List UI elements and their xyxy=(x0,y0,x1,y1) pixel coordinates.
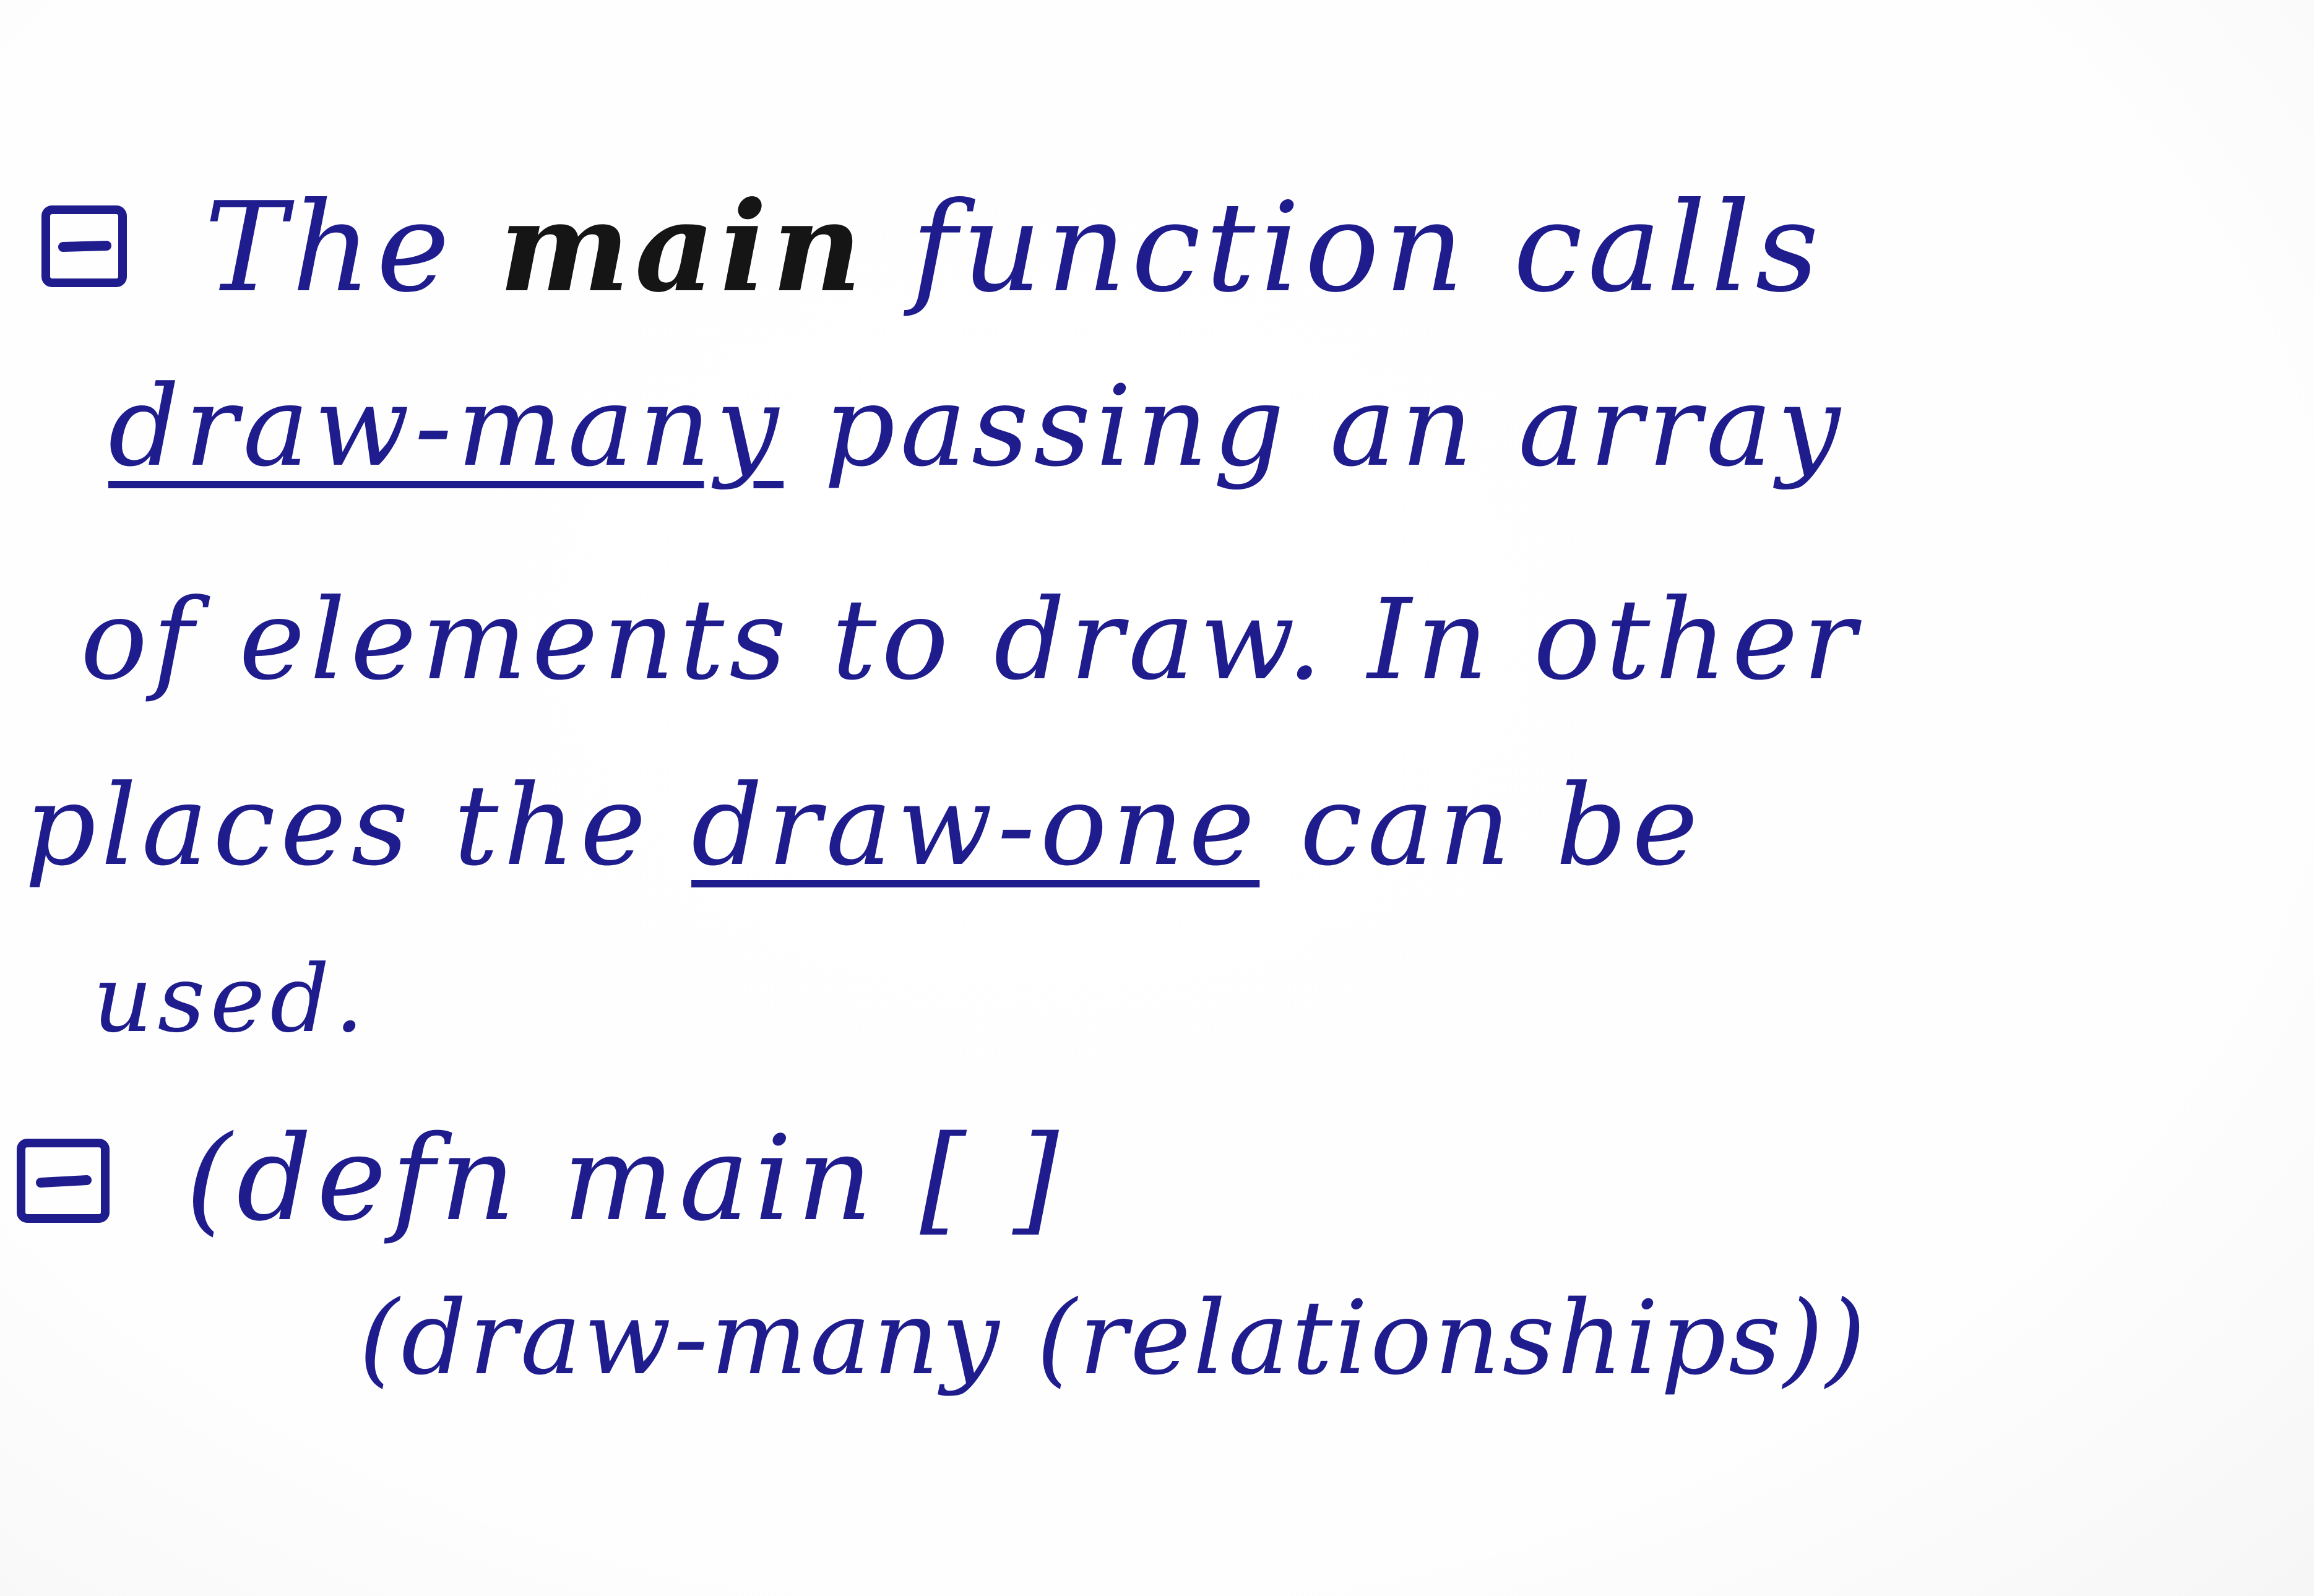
collapse-box-icon[interactable] xyxy=(38,201,131,294)
text-places-the: places the xyxy=(25,761,692,891)
note-line-2 xyxy=(108,362,1846,491)
text-can-be: can be xyxy=(1259,761,1703,891)
text-function-calls: function calls xyxy=(866,176,1824,320)
link-draw-one[interactable]: draw-one xyxy=(691,761,1260,891)
text-passing-an-array: passing an array xyxy=(784,362,1846,491)
link-draw-many[interactable]: draw-many xyxy=(108,362,784,491)
text-of-elements: of elements to draw. In other xyxy=(80,576,1861,705)
code-draw-many-call: (draw-many (relationships)) xyxy=(359,1279,1868,1397)
note-line-5 xyxy=(93,946,369,1053)
note-line-1 xyxy=(204,175,1824,320)
text-the: The xyxy=(204,176,499,320)
text-main: main xyxy=(499,175,867,320)
note-line-4 xyxy=(25,761,1703,891)
text-used: used. xyxy=(93,946,369,1053)
code-line-2 xyxy=(359,1279,1868,1397)
code-defn-main: (defn main [ ] xyxy=(186,1110,1064,1247)
code-line-1 xyxy=(186,1110,1064,1247)
note-line-3 xyxy=(80,576,1861,705)
collapse-box-icon[interactable] xyxy=(14,1136,113,1228)
